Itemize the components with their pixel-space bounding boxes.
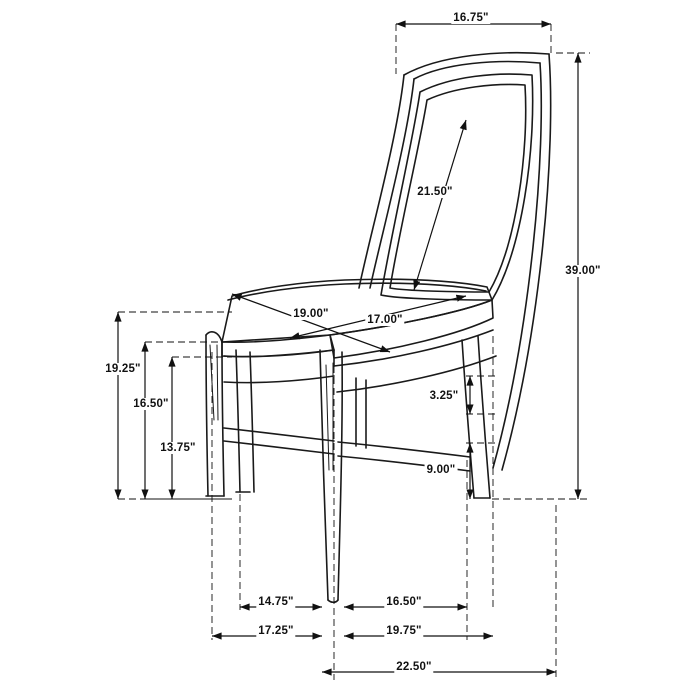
dim-label-seat-width-rear: 16.50"	[386, 596, 422, 608]
dim-label-seat-height-low: 13.75"	[160, 442, 196, 454]
apron-side-bottom	[224, 376, 334, 383]
rear-leg-left-top	[206, 332, 222, 342]
rear-leg-left-inner	[222, 342, 224, 496]
dim-label-back-diagonal: 21.50"	[417, 186, 453, 198]
dim-label-seat-height-mid: 16.50"	[133, 398, 169, 410]
back-panel-inner	[390, 85, 526, 292]
front-leg-foot	[328, 600, 338, 602]
dim-label-stretcher-height: 9.00"	[426, 464, 456, 476]
dim-label-seat-height-high: 19.25"	[105, 363, 141, 375]
rear-leg-left-grain	[210, 345, 218, 420]
dim-label-seat-diagonal-left: 19.00"	[293, 308, 329, 320]
apron-front-top	[334, 330, 493, 366]
dim-label-front-leg-offset: 14.75"	[258, 596, 294, 608]
rear-leg-right-inner	[250, 352, 254, 492]
dim-label-apron-thickness: 3.25"	[429, 390, 459, 402]
dim-label-overall-height: 39.00"	[565, 265, 601, 277]
dimension-lines	[118, 24, 578, 672]
dim-label-overall-depth: 22.50"	[396, 661, 432, 673]
rear-leg-left-outer	[206, 335, 208, 496]
stretcher-right-top	[338, 442, 470, 457]
dim-label-base-width-left: 17.25"	[258, 625, 294, 637]
dim-label-back-top-width: 16.75"	[453, 12, 489, 24]
back-left-stile-inner	[370, 79, 414, 288]
dim-label-base-width-right: 19.75"	[386, 625, 422, 637]
back-panel-outline	[381, 74, 533, 300]
dimline-back-diagonal	[414, 120, 466, 290]
apron-side-top	[224, 350, 334, 357]
dim-label-seat-depth: 17.00"	[367, 314, 403, 326]
back-left-stile-outer	[359, 75, 404, 288]
rear-leg-right-outer	[236, 350, 240, 492]
stretcher-left-top	[224, 428, 334, 441]
apron-front-bottom	[337, 356, 496, 392]
front-leg-inner	[338, 352, 342, 600]
back-top-rail-outer	[404, 53, 549, 75]
stretcher-left-bottom	[224, 441, 334, 454]
seat-left-apron	[222, 335, 334, 357]
